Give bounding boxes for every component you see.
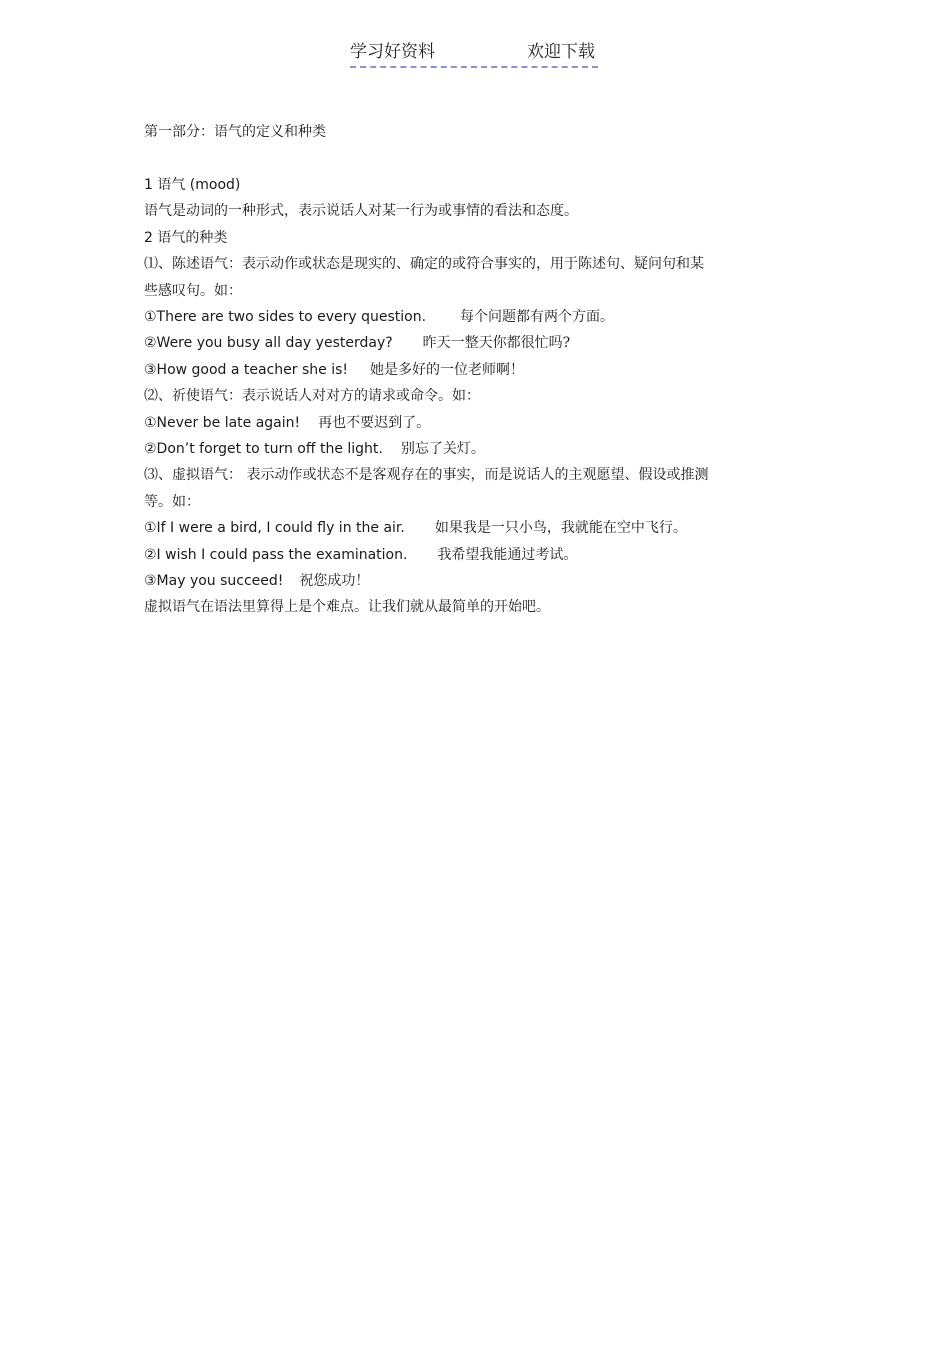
example-line	[144, 518, 687, 538]
item1-definition: 语气是动词的一种形式，表示说话人对某一行为或事情的看法和态度。	[144, 203, 578, 219]
example-line	[144, 439, 485, 459]
example-cn: 别忘了关灯。	[400, 441, 485, 457]
example-en: ①There are two sides to every question.	[144, 309, 427, 325]
example-en: ②Don’t forget to turn off the light.	[144, 441, 383, 457]
imperative-line-1: ⑵、祈使语气：表示说话人对对方的请求或命令。如：	[144, 388, 480, 404]
indicative-line-2: 些感叹句。如：	[144, 283, 242, 299]
example-en: ③May you succeed!	[144, 573, 284, 589]
example-line	[144, 333, 570, 353]
closing-sentence: 虚拟语气在语法里算得上是个难点。让我们就从最简单的开始吧。	[144, 599, 550, 615]
example-line	[144, 360, 524, 380]
item2-heading: 2 语气的种类	[144, 230, 228, 246]
page-header	[350, 40, 598, 68]
example-en: ①Never be late again!	[144, 415, 301, 431]
example-cn: 每个问题都有两个方面。	[460, 309, 615, 325]
example-line	[144, 545, 577, 565]
example-cn: 如果我是一只小鸟，我就能在空中飞行。	[434, 520, 687, 536]
example-en: ③How good a teacher she is!	[144, 362, 349, 378]
example-cn: 昨天一整天你都很忙吗?	[422, 335, 571, 351]
example-en: ①If I were a bird, I could fly in the air.	[144, 520, 405, 536]
example-line	[144, 413, 430, 433]
subjunctive-line-1: ⑶、虚拟语气： 表示动作或状态不是客观存在的事实，而是说话人的主观愿望、假设或推测	[144, 467, 709, 483]
subjunctive-line-2: 等。如：	[144, 494, 200, 510]
example-cn: 她是多好的一位老师啊！	[370, 362, 525, 378]
example-cn: 祝您成功！	[299, 573, 370, 589]
example-line	[144, 307, 614, 327]
example-cn: 我希望我能通过考试。	[437, 547, 578, 563]
item1-heading: 1 语气 (mood)	[144, 177, 241, 193]
example-en: ②Were you busy all day yesterday?	[144, 335, 393, 351]
header-left-text: 学习好资料	[350, 42, 435, 62]
example-cn: 再也不要迟到了。	[318, 415, 431, 431]
indicative-line-1: ⑴、陈述语气：表示动作或状态是现实的、确定的或符合事实的，用于陈述句、疑问句和某	[144, 256, 704, 272]
example-en: ②I wish I could pass the examination.	[144, 547, 408, 563]
section-title: 第一部分：语气的定义和种类	[144, 124, 326, 140]
header-right-text: 欢迎下载	[527, 42, 595, 62]
example-line	[144, 571, 369, 591]
